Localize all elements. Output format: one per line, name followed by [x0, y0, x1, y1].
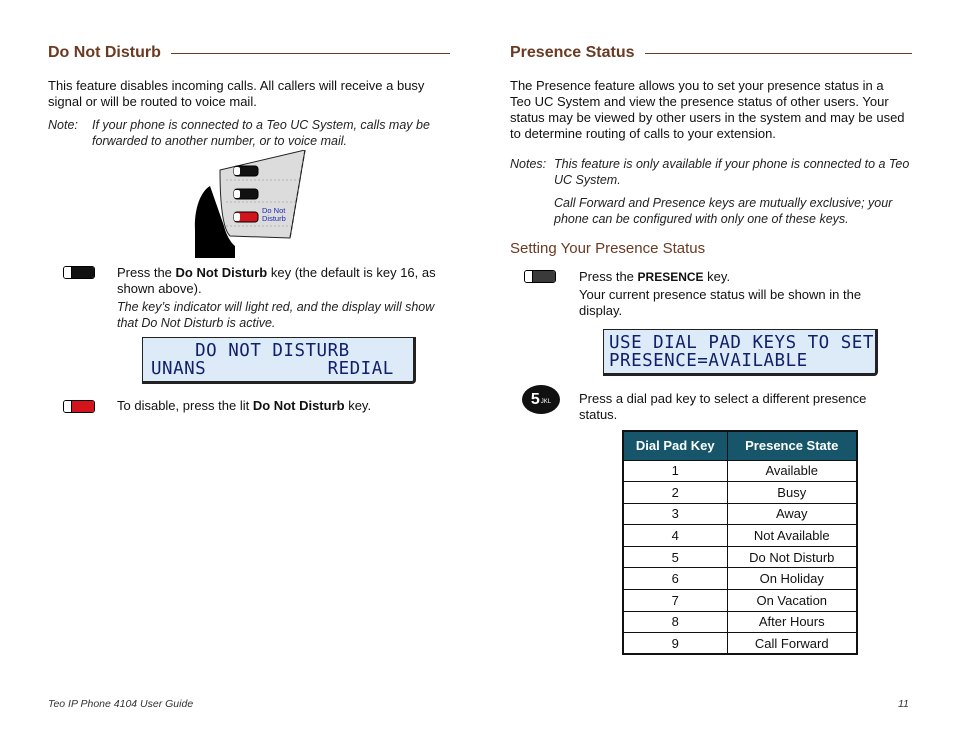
presence-state-cell: Available — [727, 460, 857, 482]
dial-key-cell: 2 — [623, 482, 727, 504]
step2-post: key. — [344, 398, 372, 413]
presence-state-cell: On Holiday — [727, 568, 857, 590]
dnd-display-line2: UNANS REDIAL — [151, 359, 394, 379]
presence-step1 — [579, 269, 904, 285]
dial-key-cell: 7 — [623, 590, 727, 612]
dnd-step2 — [117, 398, 442, 414]
dnd-display-line1: DO NOT DISTURB — [151, 341, 350, 361]
illustration-label-2: Disturb — [262, 214, 286, 223]
dial-key-cell: 6 — [623, 568, 727, 590]
table-row — [623, 525, 857, 547]
table-header-row — [623, 431, 857, 460]
dial-key-cell: 5 — [623, 546, 727, 568]
presence-state-cell: Call Forward — [727, 633, 857, 655]
step1-key-name: PRESENCE — [637, 270, 704, 284]
presence-key-icon — [524, 270, 556, 283]
dial-key-letters: JKL — [540, 398, 552, 405]
dnd-lit-key-icon — [63, 400, 95, 413]
step1-pre: Press the — [579, 269, 638, 284]
dial-key-cell: 1 — [623, 460, 727, 482]
presence-step1-detail: Your current presence status will be shown in the display. — [579, 287, 862, 318]
step1-pre: Press the — [117, 265, 176, 280]
presence-step2: Press a dial pad key to select a different presence status. — [579, 391, 867, 422]
presence-display — [603, 329, 878, 376]
step1-key-name: Do Not Disturb — [175, 265, 268, 280]
dnd-display — [142, 337, 416, 384]
table-row — [623, 568, 857, 590]
presence-state-cell: On Vacation — [727, 590, 857, 612]
notes-label: Notes: — [510, 157, 547, 171]
presence-state-cell: Away — [727, 503, 857, 525]
illustration-label-1: Do Not — [262, 206, 286, 215]
dial-key-cell: 8 — [623, 611, 727, 633]
footer-page-number: 11 — [898, 698, 909, 710]
col-header-presence-state: Presence State — [727, 431, 857, 460]
dial-key-cell: 3 — [623, 503, 727, 525]
col-header-dial-pad-key: Dial Pad Key — [623, 431, 727, 460]
dial-key-cell: 4 — [623, 525, 727, 547]
dnd-heading-text: Do Not Disturb — [48, 44, 161, 61]
step1-post: key (the default is key 16, as shown above). — [117, 265, 436, 296]
table-row — [623, 482, 857, 504]
dial-pad-5-key-icon — [522, 385, 560, 414]
table-row — [623, 546, 857, 568]
dial-key-number: 5 — [530, 390, 540, 408]
presence-subheading: Setting Your Presence Status — [510, 240, 706, 257]
presence-state-cell: Not Available — [727, 525, 857, 547]
step2-key-name: Do Not Disturb — [252, 398, 345, 413]
note-text: If your phone is connected to a Teo UC System, calls may be forwarded to another number, or to voice mail. — [92, 118, 430, 148]
table-row — [623, 460, 857, 482]
dnd-note — [48, 117, 448, 151]
presence-notes — [510, 156, 912, 228]
presence-state-cell: After Hours — [727, 611, 857, 633]
dnd-key-icon — [63, 266, 95, 279]
dial-key-cell: 9 — [623, 633, 727, 655]
presence-note-2: Call Forward and Presence keys are mutually exclusive; your phone can be configured with only one of these keys. — [554, 196, 893, 226]
note-label: Note: — [48, 118, 78, 132]
table-row — [623, 503, 857, 525]
presence-display-line1: USE DIAL PAD KEYS TO SET — [609, 333, 874, 353]
footer-title: Teo IP Phone 4104 User Guide — [48, 698, 194, 710]
table-row — [623, 633, 857, 655]
presence-state-cell: Busy — [727, 482, 857, 504]
dnd-step1 — [117, 265, 442, 297]
presence-intro: The Presence feature allows you to set your presence status in a Teo UC System and view the presence status of other users. Your status may be viewed by other users in the system and may be used to determine routing of calls to your extension. — [510, 78, 905, 141]
step2-pre: To disable, press the lit — [117, 398, 253, 413]
dnd-step1-note: The key’s indicator will light red, and the display will show that Do Not Disturb is active. — [117, 300, 435, 330]
presence-note-1: This feature is only available if your phone is connected to a Teo UC System. — [554, 157, 910, 187]
presence-state-table — [622, 430, 858, 655]
phone-key-illustration — [190, 150, 310, 262]
heading-rule — [171, 53, 450, 54]
presence-display-line2: PRESENCE=AVAILABLE — [609, 351, 808, 371]
dnd-intro: This feature disables incoming calls. All callers will receive a busy signal or will be routed to voice mail. — [48, 78, 425, 109]
table-row — [623, 590, 857, 612]
table-row — [623, 611, 857, 633]
dnd-heading — [48, 44, 450, 62]
presence-state-cell: Do Not Disturb — [727, 546, 857, 568]
heading-rule — [645, 53, 912, 54]
presence-heading — [510, 44, 912, 62]
step1-post: key. — [703, 269, 731, 284]
presence-heading-text: Presence Status — [510, 44, 635, 61]
